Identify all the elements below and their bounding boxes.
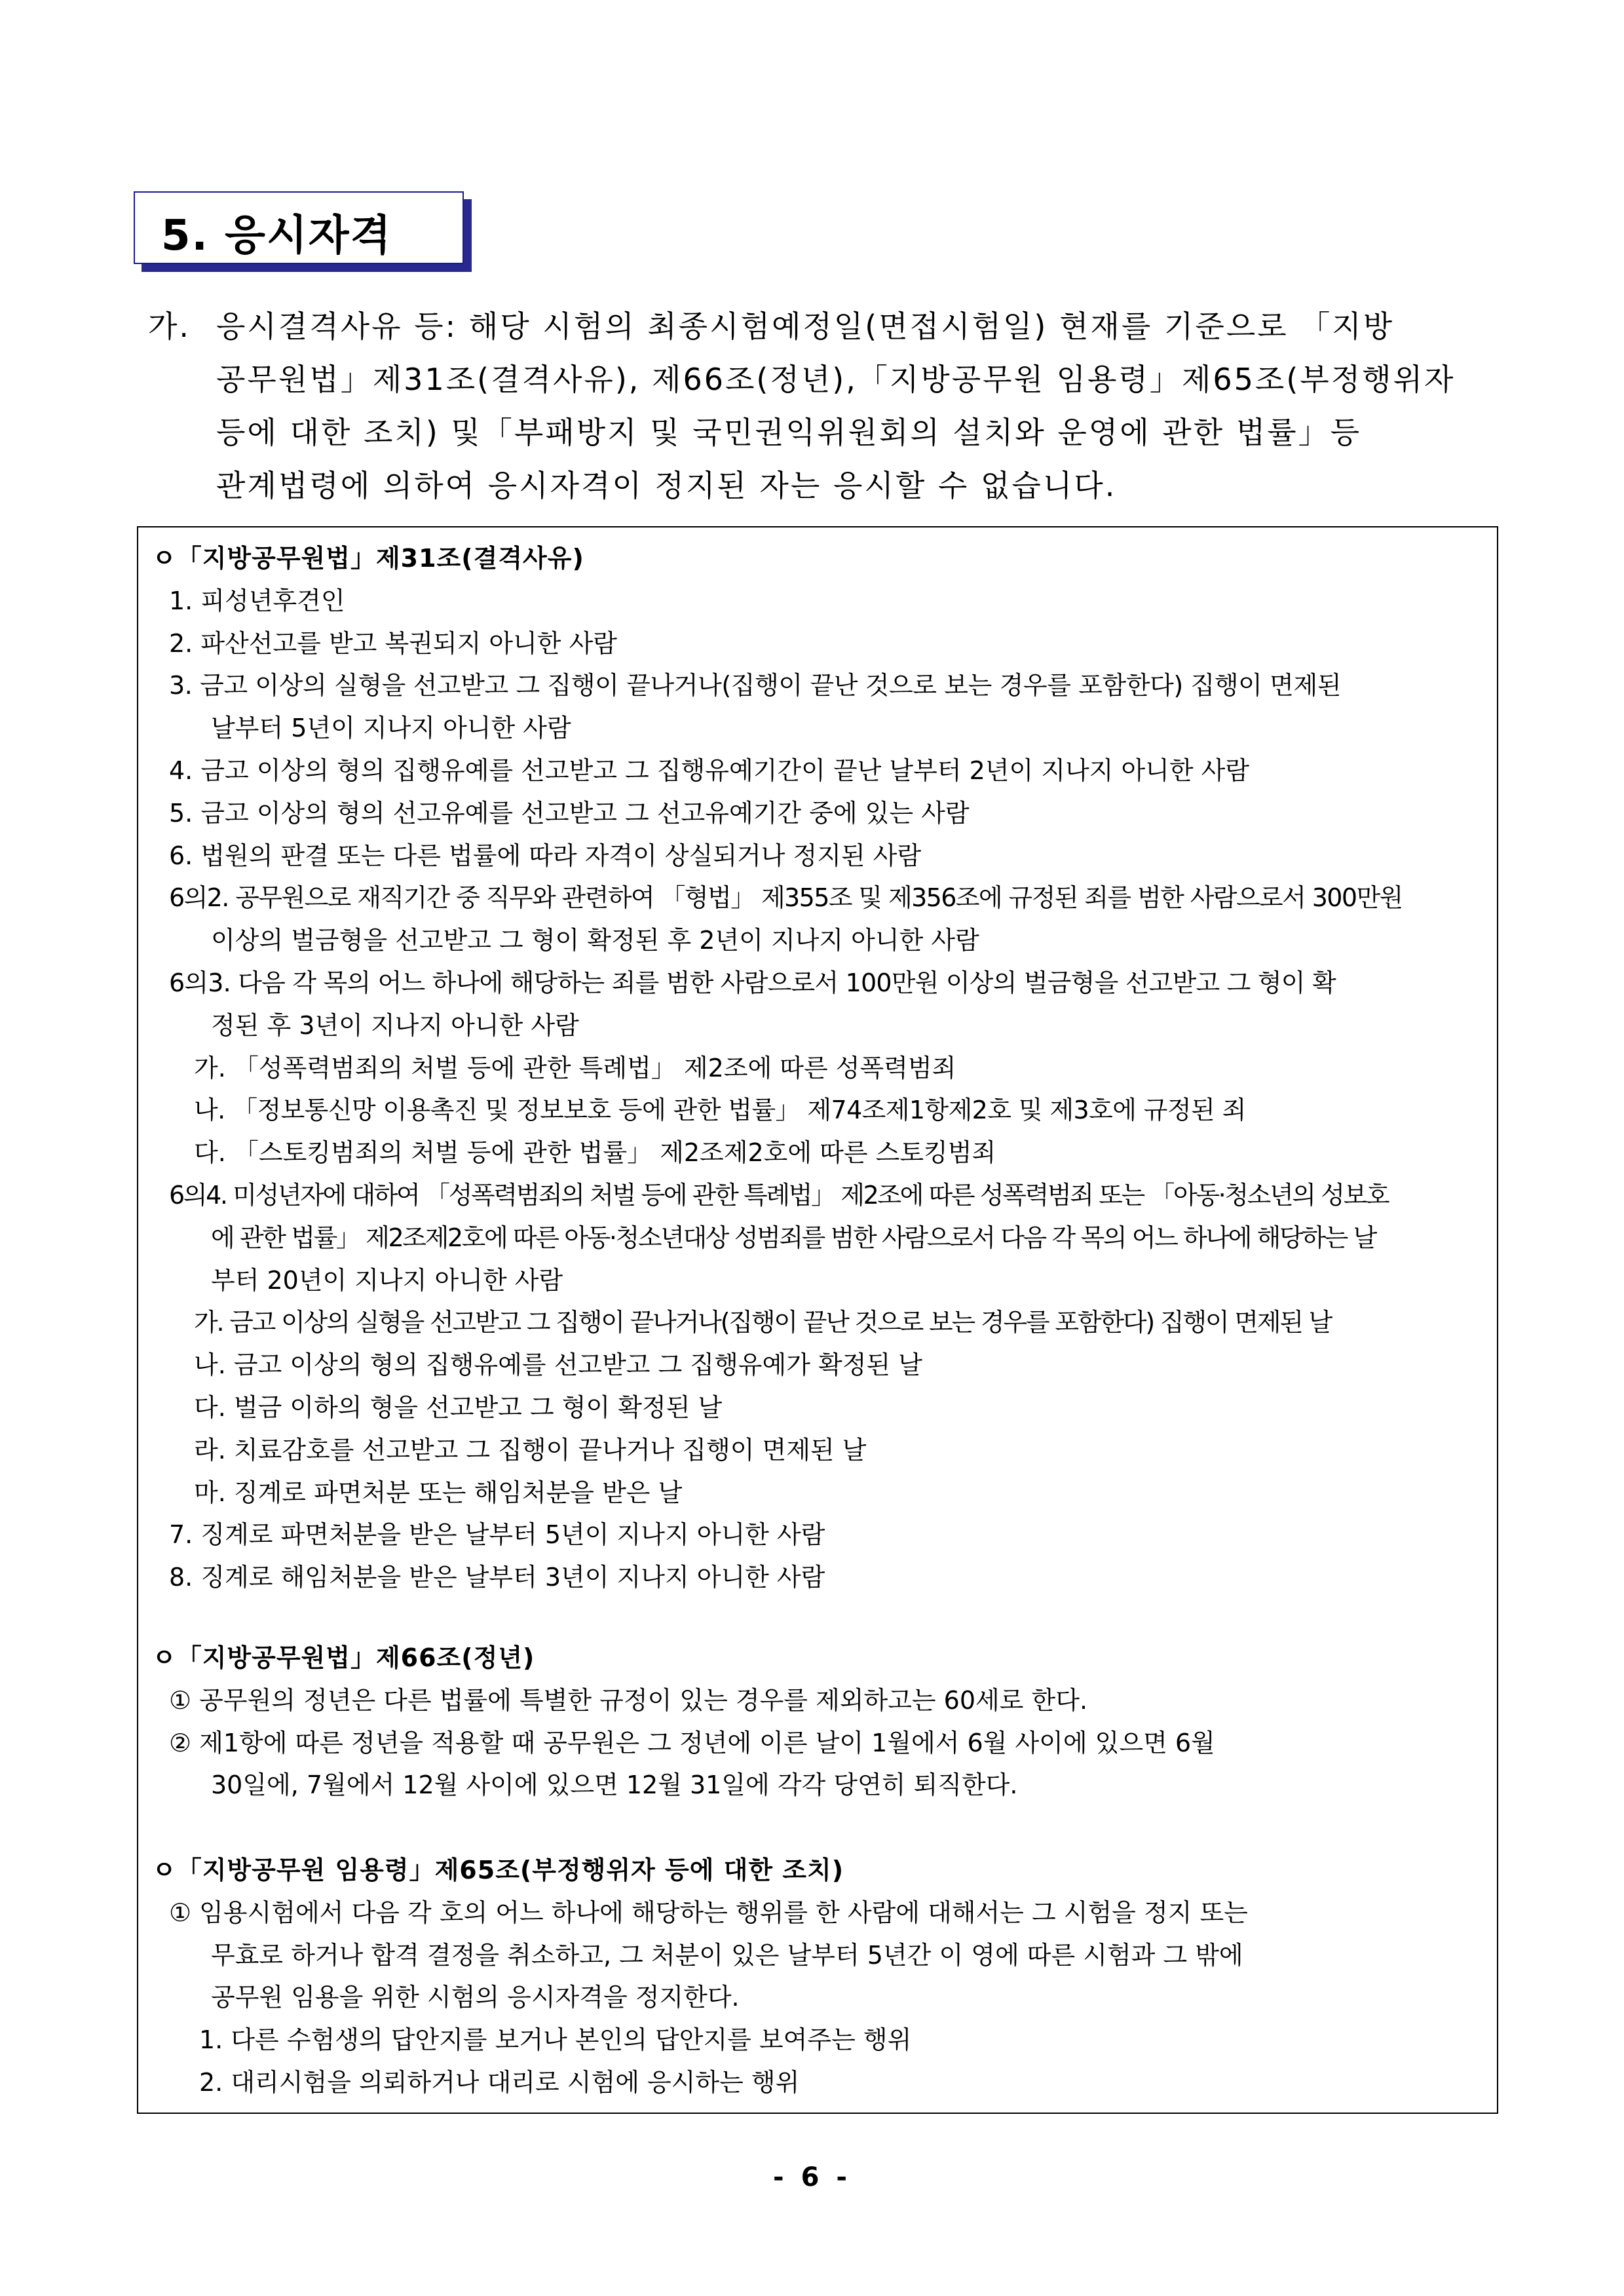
law-item: ② 제1항에 따른 정년을 적용할 때 공무원은 그 정년에 이른 날이 1월에서 6월 사이에 있으면 6월 bbox=[169, 1728, 1215, 1757]
law-item: 3. 금고 이상의 실형을 선고받고 그 집행이 끝나거나(집행이 끝난 것으로 보는 경우를 포함한다) 집행이 면제된 bbox=[169, 671, 1342, 700]
law-subitem: 나. 금고 이상의 형의 집행유예를 선고받고 그 집행유예가 확정된 날 bbox=[194, 1350, 922, 1380]
law-item: 6의3. 다음 각 목의 어느 하나에 해당하는 죄를 범한 사람으로서 100만원 이상의 벌금형을 선고받고 그 형이 확 bbox=[169, 968, 1336, 997]
law31-heading: ㅇ「지방공무원법」제31조(결격사유) bbox=[152, 544, 584, 573]
law-item: 6의4. 미성년자에 대하여 「성폭력범죄의 처벌 등에 관한 특례법」 제2조에 따른 성폭력범죄 또는 「아동·청소년의 성보호 bbox=[169, 1180, 1389, 1210]
law-item-cont: 정된 후 3년이 지나지 아니한 사람 bbox=[211, 1010, 579, 1040]
section-title-box bbox=[134, 191, 464, 264]
intro-line: 공무원법」제31조(결격사유), 제66조(정년),「지방공무원 임용령」제65조(부정행위자 bbox=[216, 362, 1456, 397]
law-item: ① 임용시험에서 다음 각 호의 어느 하나에 해당하는 행위를 한 사람에 대해서는 그 시험을 정지 또는 bbox=[169, 1898, 1248, 1927]
section-title: 5. 응시자격 bbox=[161, 212, 392, 260]
law66-block bbox=[152, 1637, 1495, 1807]
law-subitem: 1. 다른 수험생의 답안지를 보거나 본인의 답안지를 보여주는 행위 bbox=[199, 2025, 912, 2055]
law-item: 8. 징계로 해임처분을 받은 날부터 3년이 지나지 아니한 사람 bbox=[169, 1563, 825, 1592]
law-item: ① 공무원의 정년은 다른 법률에 특별한 규정이 있는 경우를 제외하고는 60세로 한다. bbox=[169, 1685, 1088, 1715]
law-subitem: 마. 징계로 파면처분 또는 해임처분을 받은 날 bbox=[194, 1478, 683, 1507]
law-subitem: 다. 「스토킹범죄의 처벌 등에 관한 법률」 제2조제2호에 따른 스토킹범죄 bbox=[194, 1138, 996, 1168]
law-item: 6의2. 공무원으로 재직기간 중 직무와 관련하여 「형법」 제355조 및 제356조에 규정된 죄를 범한 사람으로서 300만원 bbox=[169, 883, 1403, 913]
law-subitem: 2. 대리시험을 의뢰하거나 대리로 시험에 응시하는 행위 bbox=[199, 2067, 800, 2097]
law-item: 4. 금고 이상의 형의 집행유예를 선고받고 그 집행유예기간이 끝난 날부터 2년이 지나지 아니한 사람 bbox=[169, 756, 1250, 785]
law-item-cont: 공무원 임용을 위한 시험의 응시자격을 정지한다. bbox=[211, 1983, 740, 2012]
intro-line: 등에 대한 조치) 및「부패방지 및 국민권익위원회의 설치와 운영에 관한 법률」등 bbox=[216, 415, 1362, 450]
law66-heading: ㅇ「지방공무원법」제66조(정년) bbox=[152, 1643, 535, 1672]
law-item: 7. 징계로 파면처분을 받은 날부터 5년이 지나지 아니한 사람 bbox=[169, 1520, 825, 1550]
law-item-cont: 날부터 5년이 지나지 아니한 사람 bbox=[211, 714, 571, 743]
intro-paragraph bbox=[148, 300, 1511, 512]
intro-line: 관계법령에 의하여 응시자격이 정지된 자는 응시할 수 없습니다. bbox=[216, 468, 1117, 503]
law-subitem: 가. 금고 이상의 실형을 선고받고 그 집행이 끝나거나(집행이 끝난 것으로 보는 경우를 포함한다) 집행이 면제된 날 bbox=[194, 1308, 1332, 1337]
law-item-cont: 부터 20년이 지나지 아니한 사람 bbox=[211, 1265, 563, 1295]
intro-marker: 가. bbox=[148, 309, 191, 344]
law31-block bbox=[152, 537, 1495, 1599]
page-number: - 6 - bbox=[773, 2162, 851, 2192]
law-item-cont: 30일에, 7월에서 12월 사이에 있으면 12월 31일에 각각 당연히 퇴직한다. bbox=[211, 1770, 1018, 1800]
law-subitem: 나. 「정보통신망 이용촉진 및 정보보호 등에 관한 법률」 제74조제1항제2호 및 제3호에 규정된 죄 bbox=[194, 1096, 1246, 1125]
intro-line: 응시결격사유 등: 해당 시험의 최종시험예정일(면접시험일) 현재를 기준으로 「지방 bbox=[216, 309, 1395, 344]
law-item-cont: 에 관한 법률」 제2조제2호에 따른 아동·청소년대상 성범죄를 범한 사람으로서 다음 각 목의 어느 하나에 해당하는 날 bbox=[211, 1223, 1376, 1252]
law-item: 1. 피성년후견인 bbox=[169, 586, 345, 615]
law-subitem: 다. 벌금 이하의 형을 선고받고 그 형이 확정된 날 bbox=[194, 1392, 723, 1422]
law-item: 6. 법원의 판결 또는 다른 법률에 따라 자격이 상실되거나 정지된 사람 bbox=[169, 841, 922, 870]
law-item: 5. 금고 이상의 형의 선고유예를 선고받고 그 선고유예기간 중에 있는 사람 bbox=[169, 798, 970, 828]
law-item: 2. 파산선고를 받고 복권되지 아니한 사람 bbox=[169, 628, 617, 658]
law65-heading: ㅇ「지방공무원 임용령」제65조(부정행위자 등에 대한 조치) bbox=[152, 1856, 844, 1885]
law-subitem: 가. 「성폭력범죄의 처벌 등에 관한 특례법」 제2조에 따른 성폭력범죄 bbox=[194, 1053, 956, 1082]
law-item-cont: 무효로 하거나 합격 결정을 취소하고, 그 처분이 있은 날부터 5년간 이 영에 따른 시험과 그 밖에 bbox=[211, 1940, 1243, 1970]
law-item-cont: 이상의 벌금형을 선고받고 그 형이 확정된 후 2년이 지나지 아니한 사람 bbox=[211, 926, 979, 955]
law65-block bbox=[152, 1849, 1495, 2104]
law-subitem: 라. 치료감호를 선고받고 그 집행이 끝나거나 집행이 면제된 날 bbox=[194, 1435, 867, 1464]
